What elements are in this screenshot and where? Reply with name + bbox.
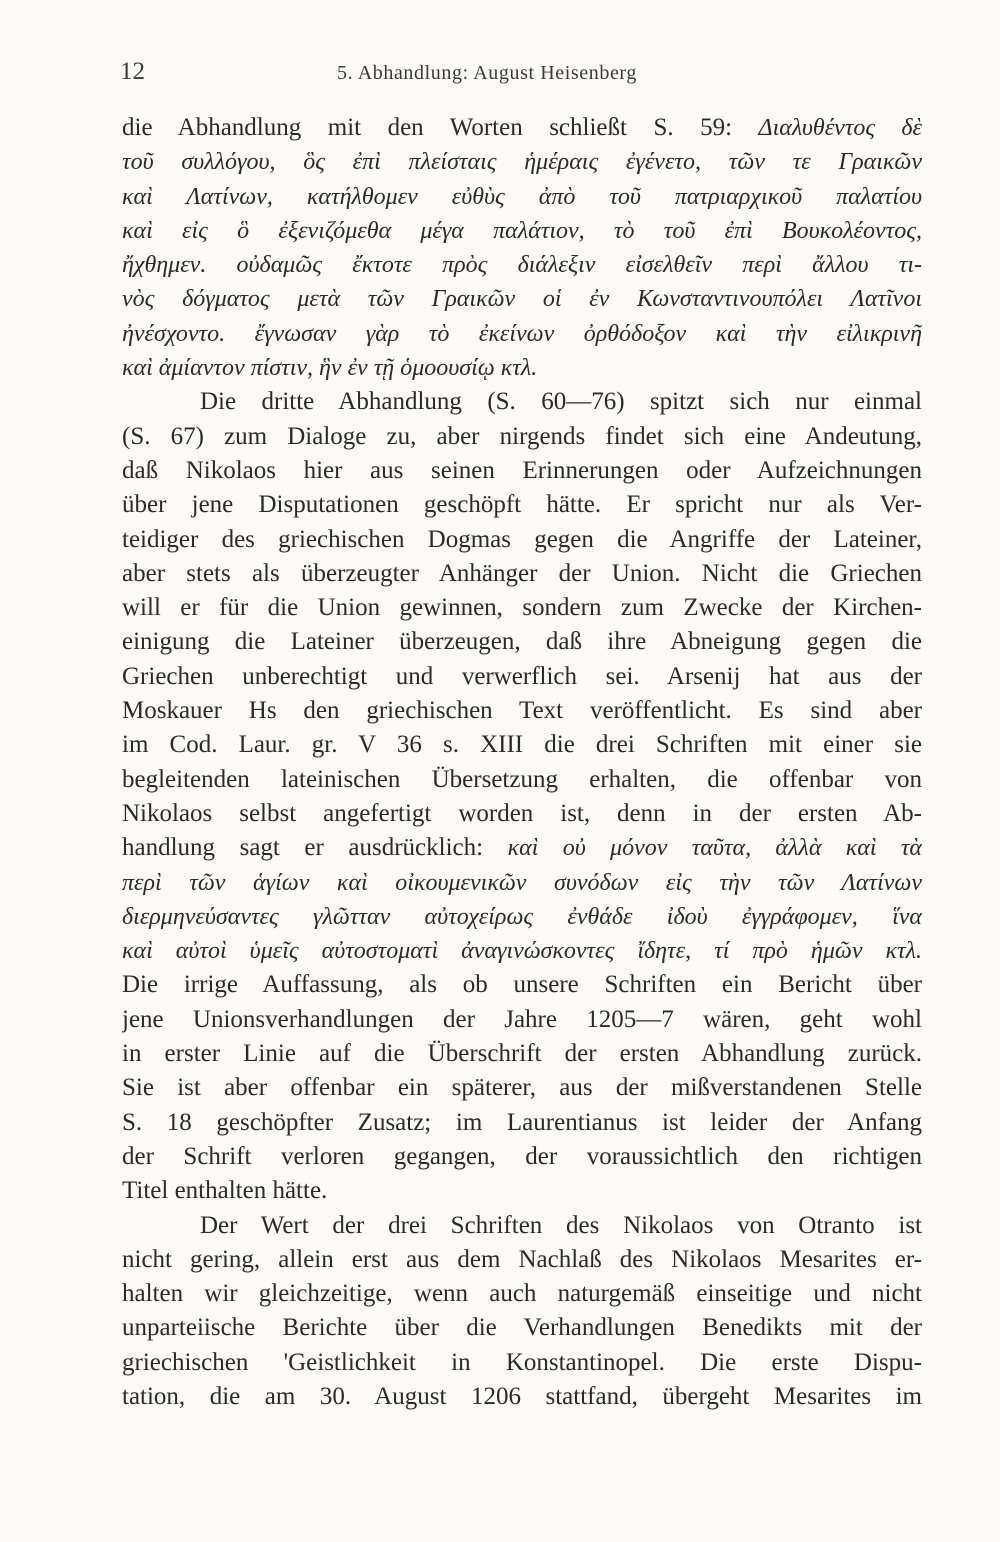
greek-quote-line: διερμηνεύσαντες γλῶτταν αὐτοχείρως ἐνθάδε ἰδοὺ ἐγγράφομεν, ἵνα: [122, 903, 922, 930]
greek-quote-line: νὸς δόγματος μετὰ τῶν Γραικῶν οἱ ἐν Κωνσταντινουπόλει Λατῖνοι: [122, 286, 922, 313]
text-line: halten wir gleichzeitige, wenn auch naturgemäß einseitige und nicht: [122, 1280, 922, 1308]
greek-quote-line: καὶ Λατίνων, κατήλθομεν εὐθὺς ἀπὸ τοῦ πατριαρχικοῦ παλατίου: [122, 183, 922, 210]
text-segment: die Abhandlung mit den Worten schließt S. 59:: [122, 114, 759, 141]
greek-quote-line: καὶ εἰς ὃ ἐξενιζόμεθα μέγα παλάτιον, τὸ τοῦ ἐπὶ Βουκολέοντος,: [122, 217, 922, 244]
text-line: [122, 111, 922, 145]
paragraph-first-line: Die dritte Abhandlung (S. 60—76) spitzt sich nur einmal: [200, 388, 922, 416]
text-line: der Schrift verloren gegangen, der voraussichtlich den richtigen: [122, 1142, 922, 1170]
text-line: (S. 67) zum Dialoge zu, aber nirgends findet sich eine Andeutung,: [122, 422, 922, 450]
greek-quote-line: τοῦ συλλόγου, ὃς ἐπὶ πλείσταις ἡμέραις ἐγένετο, τῶν τε Γραικῶν: [122, 149, 922, 176]
paragraph-first-line: Der Wert der drei Schriften des Nikolaos von Otranto ist: [200, 1211, 922, 1239]
text-line: in erster Linie auf die Überschrift der ersten Abhandlung zurück.: [122, 1040, 922, 1068]
text-line: Sie ist aber offenbar ein späterer, aus der mißverstandenen Stelle: [122, 1074, 922, 1102]
text-line: aber stets als überzeugter Anhänger der Union. Nicht die Griechen: [122, 559, 922, 587]
text-line: jene Unionsverhandlungen der Jahre 1205—7 wären, geht wohl: [122, 1005, 922, 1033]
body-text: [122, 111, 922, 1414]
greek-quote-segment: καὶ οὐ μόνον ταῦτα, ἀλλὰ καὶ τὰ: [507, 835, 922, 862]
text-line: daß Nikolaos hier aus seinen Erinnerungen oder Aufzeichnungen: [122, 456, 922, 484]
greek-quote-segment: Διαλυθέντος δὲ: [758, 115, 922, 141]
text-line: teidiger des griechischen Dogmas gegen die Angriffe der Lateiner,: [122, 525, 922, 553]
text-line: einigung die Lateiner überzeugen, daß ihre Abneigung gegen die: [122, 628, 922, 656]
greek-quote-line: περὶ τῶν ἁγίων καὶ οἰκουμενικῶν συνόδων εἰς τὴν τῶν Λατίνων: [122, 869, 922, 896]
greek-quote-line: καὶ ἀμίαντον πίστιν, ἣν ἐν τῇ ὁμοουσίῳ κτλ.: [122, 355, 538, 382]
greek-quote-line: ἤχθημεν. οὐδαμῶς ἔκτοτε πρὸς διάλεξιν εἰσελθεῖν περὶ ἄλλου τι-: [122, 252, 922, 279]
text-line: Griechen unberechtigt und verwerflich sei. Arsenij hat aus der: [122, 662, 922, 690]
text-line: tation, die am 30. August 1206 stattfand, übergeht Mesarites im: [122, 1382, 922, 1410]
text-line: Die irrige Auffassung, als ob unsere Schriften ein Bericht über: [122, 971, 922, 999]
running-head: 5. Abhandlung: August Heisenberg: [337, 62, 637, 84]
text-line: unparteiische Berichte über die Verhandlungen Benedikts mit der: [122, 1314, 922, 1342]
text-line: Titel enthalten hätte.: [122, 1177, 328, 1205]
text-line: S. 18 geschöpfter Zusatz; im Laurentianus ist leider der Anfang: [122, 1108, 922, 1136]
greek-quote-line: καὶ αὐτοὶ ὑμεῖς αὐτοστοματὶ ἀναγινώσκοντες ἴδητε, τί πρὸ ἡμῶν κτλ.: [122, 938, 922, 965]
text-line: im Cod. Laur. gr. V 36 s. XIII die drei Schriften mit einer sie: [122, 731, 922, 759]
page-number: 12: [120, 58, 145, 85]
text-line: begleitenden lateinischen Übersetzung erhalten, die offenbar von: [122, 765, 922, 793]
text-line: über jene Disputationen geschöpft hätte. Er spricht nur als Ver-: [122, 491, 922, 519]
text-line: [122, 831, 922, 865]
greek-quote-line: ἠνέσχοντο. ἔγνωσαν γὰρ τὸ ἐκείνων ὀρθόδοξον καὶ τὴν εἰλικρινῆ: [122, 320, 922, 347]
text-line: Nikolaos selbst angefertigt worden ist, denn in der ersten Ab-: [122, 799, 922, 827]
text-line: nicht gering, allein erst aus dem Nachlaß des Nikolaos Mesarites er-: [122, 1245, 922, 1273]
text-segment: handlung sagt er ausdrücklich:: [122, 834, 508, 862]
text-line: griechischen 'Geistlichkeit in Konstantinopel. Die erste Dispu-: [122, 1348, 922, 1376]
text-line: Moskauer Hs den griechischen Text veröffentlicht. Es sind aber: [122, 697, 922, 725]
text-line: will er für die Union gewinnen, sondern zum Zwecke der Kirchen-: [122, 594, 922, 622]
